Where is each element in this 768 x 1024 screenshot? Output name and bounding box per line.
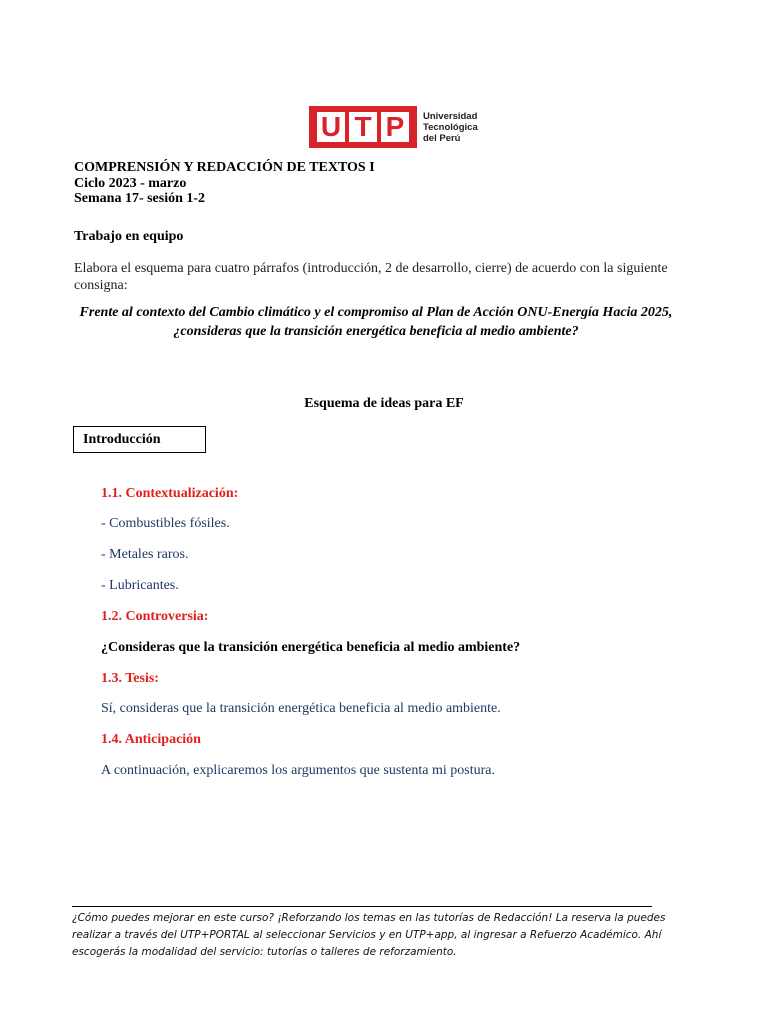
- logo-line-2: Tecnológica: [423, 121, 478, 133]
- cycle-line: Ciclo 2023 - marzo: [74, 176, 187, 191]
- thesis-label: 1.3. Tesis:: [101, 671, 159, 686]
- week-line: Semana 17- sesión 1-2: [74, 191, 206, 206]
- intro-heading-box: Introducción: [73, 426, 206, 453]
- team-work-heading: Trabajo en equipo: [74, 229, 184, 244]
- context-item: - Lubricantes.: [101, 578, 179, 593]
- logo-mark: [309, 106, 417, 148]
- utp-logo: [309, 106, 478, 148]
- instruction-text: Elabora el esquema para cuatro párrafos (introducción, 2 de desarrollo, cierre) de acuerdo con la siguiente consigna:: [74, 261, 668, 293]
- logo-wordmark: [423, 111, 478, 144]
- anticipation-label: 1.4. Anticipación: [101, 732, 201, 747]
- thesis-text: Sí, consideras que la transición energética beneficia al medio ambiente.: [101, 701, 501, 716]
- logo-letter-u: U: [317, 112, 345, 142]
- logo-line-3: del Perú: [423, 132, 461, 144]
- footer-note: [72, 910, 672, 961]
- anticipation-text: A continuación, explicaremos los argumentos que sustenta mi postura.: [101, 763, 495, 778]
- context-item: - Combustibles fósiles.: [101, 516, 230, 531]
- context-item: - Metales raros.: [101, 547, 189, 562]
- prompt-line-2: ¿consideras que la transición energética beneficia al medio ambiente?: [173, 324, 579, 339]
- schema-title: Esquema de ideas para EF: [304, 396, 464, 411]
- controversy-question: ¿Consideras que la transición energética beneficia al medio ambiente?: [101, 640, 521, 655]
- logo-letter-p: P: [381, 112, 409, 142]
- prompt-question: [60, 303, 692, 341]
- prompt-line-1: Frente al contexto del Cambio climático y el compromiso al Plan de Acción ONU-Energía Hacia 2025,: [79, 305, 673, 320]
- contextualization-label: 1.1. Contextualización:: [101, 486, 239, 501]
- controversy-label: 1.2. Controversia:: [101, 609, 209, 624]
- footer-line-1: ¿Cómo puedes mejorar en este curso? ¡Reforzando los temas en las tutorías de Redacción! La reserva la puedes: [72, 912, 666, 924]
- logo-letter-t: T: [349, 112, 377, 142]
- footer-line-2: realizar a través del UTP+PORTAL al seleccionar Servicios y en UTP+app, al ingresar a Refuerzo Académico. Ahí: [72, 929, 662, 941]
- footer-line-3: escogerás la modalidad del servicio: tutorías o talleres de reforzamiento.: [72, 946, 457, 958]
- logo-line-1: Universidad: [423, 110, 478, 122]
- footer-divider: [72, 906, 652, 907]
- course-title: COMPRENSIÓN Y REDACCIÓN DE TEXTOS I: [74, 160, 375, 175]
